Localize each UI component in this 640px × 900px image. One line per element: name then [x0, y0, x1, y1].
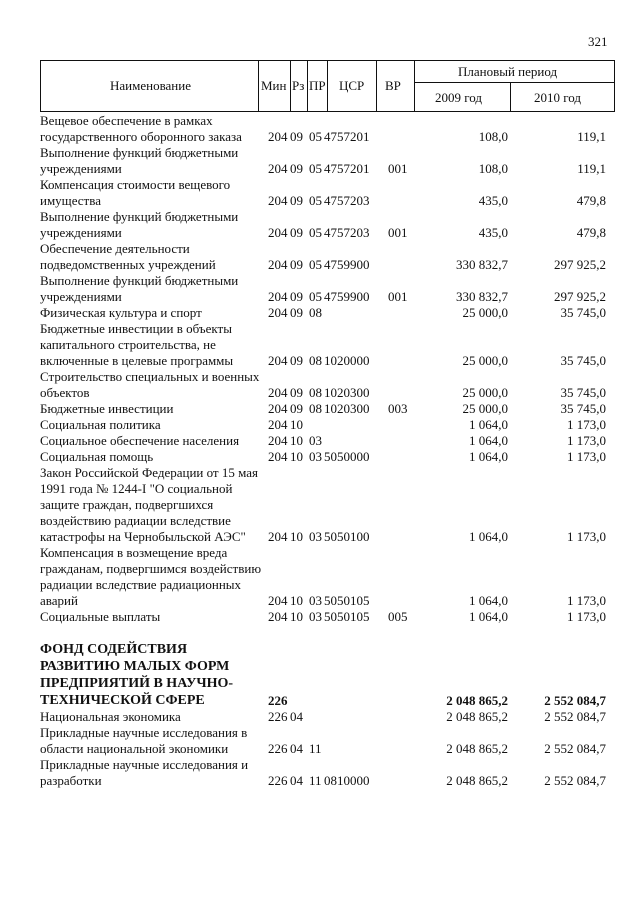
row-name: Выполнение функций бюджетными учреждениями — [40, 209, 239, 240]
row-name: Социальные выплаты — [40, 609, 161, 624]
table-row — [40, 305, 620, 321]
header-vr: ВР — [385, 78, 401, 93]
col-csr: 4757203 — [324, 225, 370, 240]
page-number: 321 — [588, 34, 608, 49]
col-csr: 0810000 — [324, 773, 370, 788]
col-rz: 09 — [290, 129, 303, 144]
col-rz: 09 — [290, 161, 303, 176]
row-name: Строительство специальных и военных объектов — [40, 369, 260, 400]
col-min: 204 — [268, 417, 288, 432]
table-row — [40, 545, 620, 609]
table-row — [40, 401, 620, 417]
col-pr: 03 — [309, 593, 322, 608]
col-vr: 001 — [388, 225, 408, 240]
col-2009: 108,0 — [478, 129, 508, 144]
col-2009: 25 000,0 — [462, 401, 508, 416]
table-row — [40, 725, 620, 757]
col-rz: 09 — [290, 257, 303, 272]
col-csr: 4757201 — [324, 161, 370, 176]
col-csr: 1020300 — [324, 401, 370, 416]
col-pr: 05 — [309, 289, 322, 304]
col-csr: 4757201 — [324, 129, 370, 144]
table-body — [40, 113, 620, 789]
col-2010: 297 925,2 — [554, 289, 606, 304]
col-pr: 08 — [309, 385, 322, 400]
col-2009: 2 048 865,2 — [446, 741, 508, 756]
header-min: Мин — [261, 78, 287, 93]
row-name: Социальное обеспечение населения — [40, 433, 240, 448]
col-2009: 330 832,7 — [456, 289, 508, 304]
col-csr: 4759900 — [324, 289, 370, 304]
col-2010: 35 745,0 — [560, 401, 606, 416]
col-2010: 1 173,0 — [567, 529, 606, 544]
col-2009: 1 064,0 — [469, 417, 508, 432]
col-vr: 001 — [388, 161, 408, 176]
col-2010: 1 173,0 — [567, 417, 606, 432]
table-row — [40, 321, 620, 369]
col-2009: 1 064,0 — [469, 449, 508, 464]
col-pr: 05 — [309, 129, 322, 144]
col-rz: 09 — [290, 193, 303, 208]
col-min: 204 — [268, 257, 288, 272]
col-2010: 297 925,2 — [554, 257, 606, 272]
col-2009: 435,0 — [478, 193, 508, 208]
col-2009: 2 048 865,2 — [446, 773, 508, 788]
col-rz: 04 — [290, 741, 303, 756]
row-name: Закон Российской Федерации от 15 мая 1991 года № 1244-I "О социальной защите граждан, подвергшихся воздействию радиации вследствие катастрофы на Чернобыльской АЭС" — [40, 465, 259, 544]
col-2009: 25 000,0 — [462, 305, 508, 320]
col-rz: 10 — [290, 593, 303, 608]
table-row — [40, 757, 620, 789]
col-2010: 479,8 — [576, 193, 606, 208]
col-pr: 05 — [309, 225, 322, 240]
header-period: Плановый период — [458, 64, 558, 79]
col-csr: 5050105 — [324, 593, 370, 608]
col-rz: 04 — [290, 773, 303, 788]
col-vr: 003 — [388, 401, 408, 416]
col-2010: 2 552 084,7 — [544, 709, 606, 724]
table-row — [40, 641, 620, 709]
row-name: Прикладные научные исследования и разработки — [40, 757, 249, 788]
table-row — [40, 113, 620, 145]
col-min: 204 — [268, 593, 288, 608]
col-pr: 11 — [309, 741, 322, 756]
col-min: 204 — [268, 129, 288, 144]
table-row — [40, 209, 620, 241]
col-rz: 10 — [290, 609, 303, 624]
table-row — [40, 417, 620, 433]
col-2009: 1 064,0 — [469, 593, 508, 608]
col-csr: 5050105 — [324, 609, 370, 624]
col-2009: 2 048 865,2 — [446, 693, 508, 708]
col-rz: 09 — [290, 225, 303, 240]
col-rz: 09 — [290, 401, 303, 416]
table-row — [40, 433, 620, 449]
col-pr: 03 — [309, 433, 322, 448]
col-min: 204 — [268, 161, 288, 176]
col-csr: 1020000 — [324, 353, 370, 368]
table-row — [40, 273, 620, 305]
col-pr: 05 — [309, 257, 322, 272]
col-2009: 1 064,0 — [469, 609, 508, 624]
header-2010: 2010 год — [534, 90, 581, 105]
col-min: 226 — [268, 773, 288, 788]
row-name: Компенсация стоимости вещевого имущества — [40, 177, 231, 208]
col-2009: 435,0 — [478, 225, 508, 240]
col-vr: 005 — [388, 609, 408, 624]
col-min: 204 — [268, 305, 288, 320]
table-row — [40, 369, 620, 401]
col-2009: 25 000,0 — [462, 385, 508, 400]
col-2010: 119,1 — [577, 161, 606, 176]
col-pr: 05 — [309, 193, 322, 208]
col-rz: 09 — [290, 353, 303, 368]
row-name: Компенсация в возмещение вреда гражданам, подвергшимся воздействию радиации вследствие радиационных аварий — [40, 545, 262, 608]
col-2009: 2 048 865,2 — [446, 709, 508, 724]
table-row — [40, 709, 620, 725]
col-rz: 09 — [290, 385, 303, 400]
header-rz: Рз — [292, 78, 305, 93]
row-name: Физическая культура и спорт — [40, 305, 202, 320]
row-name: Социальная помощь — [40, 449, 154, 464]
col-2010: 1 173,0 — [567, 449, 606, 464]
row-name: Вещевое обеспечение в рамках государственного оборонного заказа — [40, 113, 242, 144]
col-csr: 5050000 — [324, 449, 370, 464]
col-pr: 03 — [309, 449, 322, 464]
header-name: Наименование — [110, 78, 191, 93]
header-pr: ПР — [309, 78, 326, 93]
col-min: 204 — [268, 385, 288, 400]
col-vr: 001 — [388, 289, 408, 304]
row-name: Обеспечение деятельности подведомственных учреждений — [40, 241, 216, 272]
col-min: 204 — [268, 433, 288, 448]
col-csr: 1020300 — [324, 385, 370, 400]
col-2010: 35 745,0 — [560, 385, 606, 400]
row-name: Выполнение функций бюджетными учреждениями — [40, 145, 239, 176]
col-2010: 2 552 084,7 — [544, 693, 606, 708]
table-row — [40, 145, 620, 177]
col-2010: 479,8 — [576, 225, 606, 240]
col-2009: 1 064,0 — [469, 529, 508, 544]
col-2010: 2 552 084,7 — [544, 741, 606, 756]
col-rz: 04 — [290, 709, 303, 724]
header-csr: ЦСР — [339, 78, 365, 93]
col-2009: 1 064,0 — [469, 433, 508, 448]
col-rz: 10 — [290, 433, 303, 448]
col-pr: 03 — [309, 609, 322, 624]
col-min: 204 — [268, 225, 288, 240]
col-2010: 1 173,0 — [567, 433, 606, 448]
header-2009: 2009 год — [435, 90, 482, 105]
col-pr: 03 — [309, 529, 322, 544]
col-2010: 119,1 — [577, 129, 606, 144]
col-pr: 08 — [309, 401, 322, 416]
col-2009: 108,0 — [478, 161, 508, 176]
row-name: Национальная экономика — [40, 709, 181, 724]
col-min: 204 — [268, 401, 288, 416]
col-rz: 09 — [290, 305, 303, 320]
col-2010: 1 173,0 — [567, 593, 606, 608]
row-name: Бюджетные инвестиции — [40, 401, 174, 416]
col-2009: 25 000,0 — [462, 353, 508, 368]
col-pr: 08 — [309, 353, 322, 368]
row-name: Бюджетные инвестиции в объекты капитального строительства, не включенные в целевые программы — [40, 321, 234, 368]
col-csr: 5050100 — [324, 529, 370, 544]
row-name: ФОНД СОДЕЙСТВИЯ РАЗВИТИЮ МАЛЫХ ФОРМ ПРЕДПРИЯТИЙ В НАУЧНО-ТЕХНИЧЕСКОЙ СФЕРЕ — [40, 642, 234, 708]
table-row — [40, 465, 620, 545]
table-row — [40, 177, 620, 209]
col-rz: 09 — [290, 289, 303, 304]
table-row — [40, 449, 620, 465]
col-2010: 2 552 084,7 — [544, 773, 606, 788]
col-min: 204 — [268, 609, 288, 624]
row-name: Выполнение функций бюджетными учреждениями — [40, 273, 239, 304]
col-pr: 11 — [309, 773, 322, 788]
col-csr: 4757203 — [324, 193, 370, 208]
table-row — [40, 609, 620, 625]
col-min: 204 — [268, 353, 288, 368]
col-csr: 4759900 — [324, 257, 370, 272]
col-min: 226 — [268, 693, 288, 708]
col-2010: 1 173,0 — [567, 609, 606, 624]
col-rz: 10 — [290, 529, 303, 544]
col-rz: 10 — [290, 449, 303, 464]
col-pr: 05 — [309, 161, 322, 176]
table-header — [40, 60, 615, 112]
col-min: 226 — [268, 741, 288, 756]
col-2010: 35 745,0 — [560, 353, 606, 368]
col-2010: 35 745,0 — [560, 305, 606, 320]
col-min: 204 — [268, 193, 288, 208]
row-name: Социальная политика — [40, 417, 161, 432]
col-min: 204 — [268, 449, 288, 464]
col-min: 226 — [268, 709, 288, 724]
row-name: Прикладные научные исследования в области национальной экономики — [40, 725, 248, 756]
col-rz: 10 — [290, 417, 303, 432]
col-min: 204 — [268, 529, 288, 544]
table-row — [40, 241, 620, 273]
col-pr: 08 — [309, 305, 322, 320]
col-2009: 330 832,7 — [456, 257, 508, 272]
col-min: 204 — [268, 289, 288, 304]
